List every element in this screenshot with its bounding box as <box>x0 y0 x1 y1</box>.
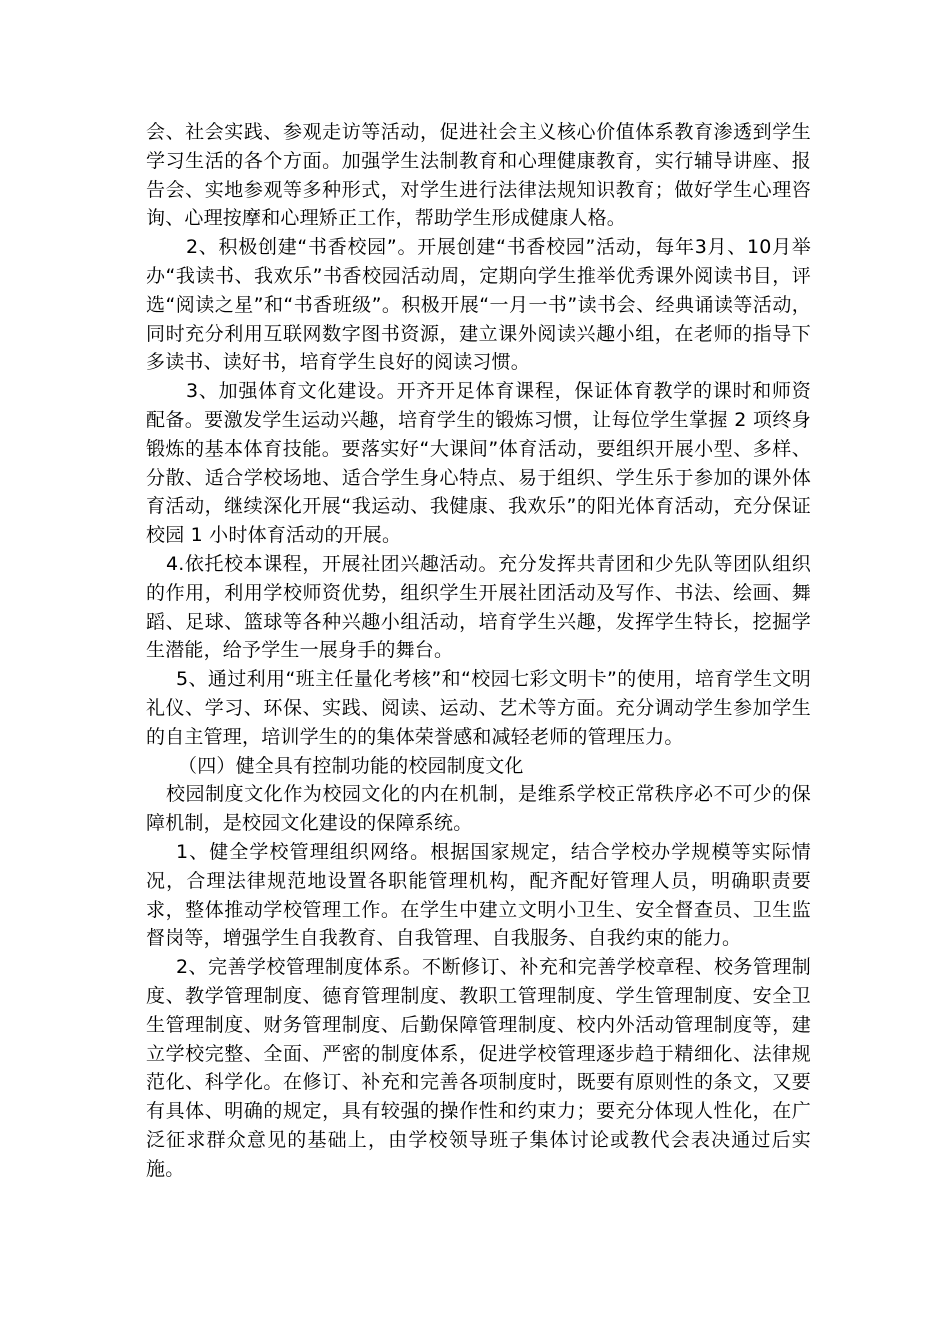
paragraph-management-system: 2、完善学校管理制度体系。不断修订、补充和完善学校章程、校务管理制度、教学管理制度、德育管理制度、教职工管理制度、学生管理制度、安全卫生管理制度、财务管理制度、后勤保障管理制度、校内外活动管理制度等，建立学校完整、全面、严密的制度体系，促进学校管理逐步趋于精细化、法律规范化、科学化。在修订、补充和完善各项制度时，既要有原则性的条文，又要有具体、明确的规定，具有较强的操作性和约束力；要充分体现人性化，在广泛征求群众意见的基础上，由学校领导班子集体讨论或教代会表决通过后实施。 <box>146 956 811 1180</box>
paragraph-sports-culture: 3、加强体育文化建设。开齐开足体育课程，保证体育教学的课时和师资配备。要激发学生运动兴趣，培育学生的锻炼习惯，让每位学生掌握 2 项终身锻炼的基本体育技能。要落实好“大课间”体育活动，要组织开展小型、多样、分散、适合学校场地、适合学生身心特点、易于组织、学生乐于参加的课外体育活动，继续深化开展“我运动、我健康、我欢乐”的阳光体育活动，充分保证校园 1 小时体育活动的开展。 <box>146 380 811 547</box>
paragraph-book-campus: 2、积极创建“书香校园”。开展创建“书香校园”活动，每年3月、10月举办“我读书、我欢乐”书香校园活动周，定期向学生推举优秀课外阅读书目，评选“阅读之星”和“书香班级”。积极开展“一月一书”读书会、经典诵读等活动，同时充分利用互联网数字图书资源，建立课外阅读兴趣小组，在老师的指导下多读书、读好书，培育学生良好的阅读习惯。 <box>146 236 811 374</box>
document-body <box>146 118 811 1183</box>
paragraph-institution-intro: 校园制度文化作为校园文化的内在机制，是维系学校正常秩序必不可少的保障机制，是校园文化建设的保障系统。 <box>146 783 811 835</box>
paragraph-management-network: 1、健全学校管理组织网络。根据国家规定，结合学校办学规模等实际情况，合理法律规范地设置各职能管理机构，配齐配好管理人员，明确职责要求，整体推动学校管理工作。在学生中建立文明小卫生、安全督查员、卫生监督岗等，增强学生自我教育、自我管理、自我服务、自我约束的能力。 <box>146 840 811 950</box>
paragraph-civility-card: 5、通过利用“班主任量化考核”和“校园七彩文明卡”的使用，培育学生文明礼仪、学习、环保、实践、阅读、运动、艺术等方面。充分调动学生参加学生的自主管理，培训学生的的集体荣誉感和减轻老师的管理压力。 <box>146 668 811 748</box>
paragraph-club-activities: 4.依托校本课程，开展社团兴趣活动。充分发挥共青团和少先队等团队组织的作用，利用学校师资优势，组织学生开展社团活动及写作、书法、绘画、舞蹈、足球、篮球等各种兴趣小组活动，培育学生兴趣，发挥学生特长，挖掘学生潜能，给予学生一展身手的舞台。 <box>146 552 811 662</box>
section-heading-institution-culture: （四）健全具有控制功能的校园制度文化 <box>178 754 524 777</box>
paragraph-moral-education: 会、社会实践、参观走访等活动，促进社会主义核心价值体系教育渗透到学生学习生活的各个方面。加强学生法制教育和心理健康教育，实行辅导讲座、报告会、实地参观等多种形式，对学生进行法律法规知识教育；做好学生心理咨询、心理按摩和心理矫正工作，帮助学生形成健康人格。 <box>146 121 811 230</box>
